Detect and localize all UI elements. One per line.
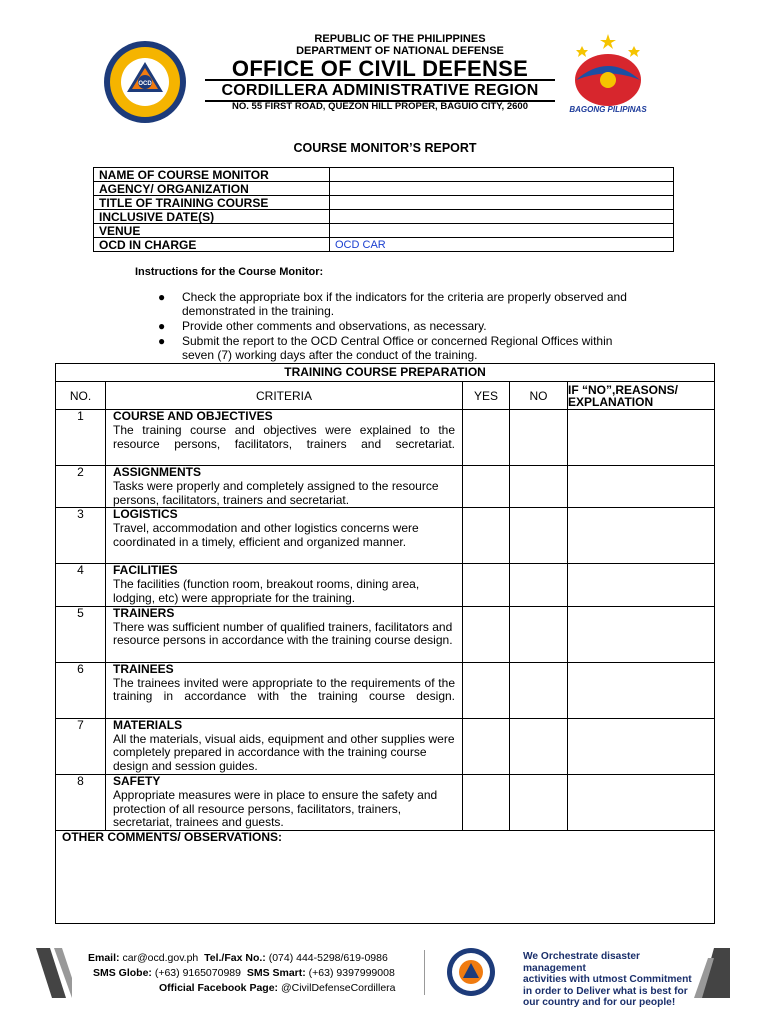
header-office: OFFICE OF CIVIL DEFENSE [231,56,529,81]
info-value-field[interactable] [330,182,674,196]
info-label: TITLE OF TRAINING COURSE [94,196,330,210]
bullet-icon: ● [158,334,166,348]
criteria-desc: There was sufficient number of qualified trainers, facilitators and resource persons in accordance with the training course design. [113,619,453,648]
row-number: 7 [56,718,106,774]
criteria-cell [106,508,463,564]
criteria-title: ASSIGNMENTS [113,465,202,479]
mission-line: in order to Deliver what is best for [523,985,688,997]
header-republic: REPUBLIC OF THE PHILIPPINES [314,33,486,45]
info-table [93,167,674,252]
instruction-text: Check the appropriate box if the indicators for the criteria are properly observed and demonstrated in the training. [182,290,627,318]
bagong-pilipinas-logo [566,32,650,116]
criteria-cell [106,606,463,662]
footer-contact-line-2 [93,967,395,979]
footer-ocd-seal-icon [446,947,496,997]
instruction-item [156,334,636,362]
row-number: 4 [56,564,106,606]
no-checkbox[interactable] [510,606,568,662]
criteria-cell [106,466,463,508]
globe-label: SMS Globe: [93,967,152,979]
info-label: VENUE [94,224,330,238]
explanation-field[interactable] [568,606,715,662]
criteria-desc: Tasks were properly and completely assigned to the resource persons, facilitators, trainers and secretariat. [113,478,439,507]
explanation-field[interactable] [568,410,715,466]
no-checkbox[interactable] [510,410,568,466]
bullet-icon: ● [158,319,166,333]
footer-left-stripe-icon [36,948,72,998]
footer-right-stripe-icon [694,948,730,998]
yes-checkbox[interactable] [463,718,510,774]
criteria-cell [106,662,463,718]
explanation-field[interactable] [568,466,715,508]
bullet-icon: ● [158,290,166,304]
yes-checkbox[interactable] [463,774,510,830]
header-address: NO. 55 FIRST ROAD, QUEZON HILL PROPER, BAGUIO CITY, 2600 [232,101,528,112]
criteria-desc: The facilities (function room, breakout rooms, dining area, lodging, etc) were appropriate for the training. [113,577,420,605]
report-title: COURSE MONITOR’S REPORT [293,141,477,155]
row-number: 2 [56,466,106,508]
email-link[interactable]: car@ocd.gov.ph [122,952,199,964]
mission-line: We Orchestrate disaster management [523,951,641,974]
criteria-title: TRAINERS [113,605,175,620]
info-value-field[interactable] [330,168,674,182]
tel-label: Tel./Fax No.: [204,952,266,964]
mission-statement [523,951,698,1009]
info-row [94,168,674,182]
no-checkbox[interactable] [510,718,568,774]
no-checkbox[interactable] [510,466,568,508]
fb-link[interactable]: @CivilDefenseCordillera [280,982,396,994]
table-row [56,564,715,606]
footer-contact-line-3 [159,982,396,994]
header-department: DEPARTMENT OF NATIONAL DEFENSE [296,45,504,57]
criteria-desc: Appropriate measures were in place to ensure the safety and protection of all resource persons, facilitators, trainers, secretariat, trainees and guests. [113,787,438,830]
info-label: NAME OF COURSE MONITOR [94,168,330,182]
table-row [56,508,715,564]
col-no-answer: NO [510,382,568,410]
info-value-field[interactable] [330,224,674,238]
row-number: 6 [56,662,106,718]
info-row [94,196,674,210]
criteria-title: FACILITIES [113,563,178,578]
row-number: 8 [56,774,106,830]
globe-value: (+63) 9165070989 [154,967,241,979]
explanation-field[interactable] [568,662,715,718]
ocd-seal-logo [103,40,187,124]
yes-checkbox[interactable] [463,564,510,606]
criteria-cell [106,774,463,830]
section-title: TRAINING COURSE PREPARATION [56,364,715,382]
criteria-desc: The training course and objectives were explained to the resource persons, facilitators, trainers and secretariat. [113,422,455,451]
criteria-cell [106,718,463,774]
col-no: NO. [56,382,106,410]
criteria-cell [106,564,463,606]
col-criteria: CRITERIA [106,382,463,410]
instructions-heading: Instructions for the Course Monitor: [135,266,324,278]
criteria-title: LOGISTICS [113,507,178,522]
seal-center-text: OCD [138,81,152,87]
tel-value: (074) 444-5298/619-0986 [268,952,388,964]
table-row [56,774,715,830]
row-number: 3 [56,508,106,564]
smart-value: (+63) 9397999008 [308,967,395,979]
criteria-title: TRAINEES [113,661,174,676]
criteria-desc: The trainees invited were appropriate to the requirements of the training in accordance with the training course design. [113,675,455,704]
header-region: CORDILLERA ADMINISTRATIVE REGION [205,79,555,102]
yes-checkbox[interactable] [463,466,510,508]
criteria-title: MATERIALS [113,717,183,732]
instruction-text: Submit the report to the OCD Central Office or concerned Regional Offices within seven (7) working days after the conduct of the training. [182,334,613,362]
no-checkbox[interactable] [510,662,568,718]
info-label: AGENCY/ ORGANIZATION [94,182,330,196]
row-number: 1 [56,410,106,466]
info-row [94,182,674,196]
info-value-field[interactable]: OCD CAR [330,238,674,252]
no-checkbox[interactable] [510,508,568,564]
info-value-field[interactable] [330,210,674,224]
logo-caption: BAGONG PILIPINAS [569,105,647,114]
table-row [56,606,715,662]
info-row [94,210,674,224]
comments-field[interactable]: OTHER COMMENTS/ OBSERVATIONS: [56,831,715,924]
info-label: OCD IN CHARGE [94,238,330,252]
table-row [56,410,715,466]
mission-line: our country and for our people! [523,997,676,1008]
email-label: Email: [88,952,120,964]
col-yes: YES [463,382,510,410]
table-row [56,662,715,718]
info-row [94,224,674,238]
criteria-title: COURSE AND OBJECTIVES [113,409,273,423]
info-label: INCLUSIVE DATE(S) [94,210,330,224]
info-row [94,238,674,252]
fb-label: Official Facebook Page: [159,982,279,994]
instruction-item [156,319,636,333]
criteria-cell [106,410,463,466]
footer-contact-line-1 [88,952,388,964]
yes-checkbox[interactable] [463,508,510,564]
criteria-desc: Travel, accommodation and other logistics concerns were coordinated in a timely, efficient and organized manner. [113,521,419,549]
no-checkbox[interactable] [510,774,568,830]
yes-checkbox[interactable] [463,410,510,466]
table-row [56,718,715,774]
col-explanation: IF “NO”,REASONS/ EXPLANATION [568,382,715,410]
no-checkbox[interactable] [510,564,568,606]
info-value-field[interactable] [330,196,674,210]
criteria-desc: All the materials, visual aids, equipment and other supplies were completely prepared in accordance with the training course design and session guides. [113,731,455,774]
yes-checkbox[interactable] [463,662,510,718]
instruction-text: Provide other comments and observations, as necessary. [182,319,487,333]
mission-line: activities with utmost Commitment [523,974,692,985]
table-row [56,466,715,508]
explanation-field[interactable] [568,508,715,564]
instruction-item [156,290,636,318]
smart-label: SMS Smart: [246,967,306,979]
instructions-list [156,290,636,363]
criteria-title: SAFETY [113,773,161,788]
row-number: 5 [56,606,106,662]
explanation-field[interactable] [568,564,715,606]
footer-divider [424,950,425,995]
explanation-field[interactable] [568,718,715,774]
explanation-field[interactable] [568,774,715,830]
criteria-table [55,363,715,924]
yes-checkbox[interactable] [463,606,510,662]
